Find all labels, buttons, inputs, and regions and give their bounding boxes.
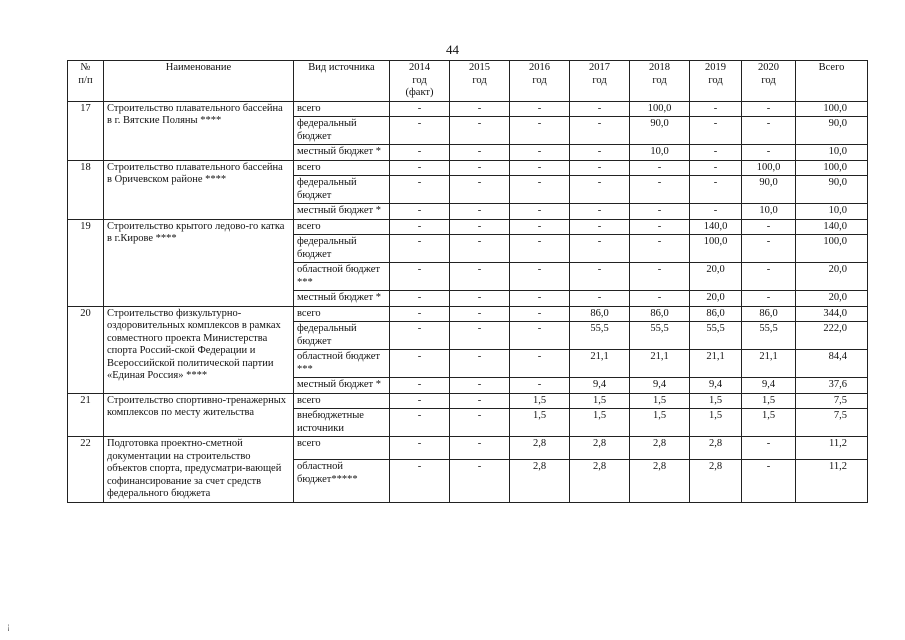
year-value-cell: 86,0 — [690, 306, 742, 322]
year-value-cell: - — [390, 306, 450, 322]
year-value-cell: - — [742, 145, 796, 161]
funding-source: местный бюджет * — [294, 145, 390, 161]
year-value-cell: 2,8 — [510, 460, 570, 502]
total-value-cell: 140,0 — [796, 219, 868, 235]
year-value-cell: 86,0 — [742, 306, 796, 322]
project-number: 19 — [68, 219, 104, 306]
funding-source: областной бюджет *** — [294, 263, 390, 291]
year-value-cell: 1,5 — [690, 393, 742, 409]
year-value-cell: - — [390, 322, 450, 350]
total-value-cell: 344,0 — [796, 306, 868, 322]
total-value-cell: 7,5 — [796, 393, 868, 409]
header-no: № п/п — [68, 61, 104, 102]
table-row — [68, 160, 868, 176]
year-value-cell: - — [570, 117, 630, 145]
year-value-cell: - — [690, 117, 742, 145]
year-value-cell: 100,0 — [630, 101, 690, 117]
year-value-cell: - — [390, 160, 450, 176]
header-year-2018: 2018 год — [630, 61, 690, 102]
header-name: Наименование — [104, 61, 294, 102]
year-value-cell: - — [630, 235, 690, 263]
project-name: Строительство плавательного бассейна в Оричевском районе **** — [104, 160, 294, 219]
project-number: 18 — [68, 160, 104, 219]
year-value-cell: 2,8 — [510, 437, 570, 460]
year-value-cell: - — [450, 101, 510, 117]
year-value-cell: - — [390, 101, 450, 117]
funding-source: внебюджетные источники — [294, 409, 390, 437]
header-year-2014: 2014 год (факт) — [390, 61, 450, 102]
year-value-cell: - — [390, 235, 450, 263]
total-value-cell: 10,0 — [796, 145, 868, 161]
year-value-cell: - — [690, 101, 742, 117]
project-name: Подготовка проектно-сметной документации на строительство объектов спорта, предусматри-вающей софинансирование за счет средств федерального бюджета — [104, 437, 294, 503]
year-value-cell: - — [630, 219, 690, 235]
year-value-cell: - — [450, 145, 510, 161]
year-value-cell: 2,8 — [690, 460, 742, 502]
year-value-cell: - — [690, 176, 742, 204]
year-value-cell: - — [390, 437, 450, 460]
year-value-cell: - — [630, 263, 690, 291]
year-value-cell: - — [570, 145, 630, 161]
year-value-cell: - — [630, 160, 690, 176]
funding-source: местный бюджет * — [294, 291, 390, 307]
total-value-cell: 37,6 — [796, 378, 868, 394]
budget-table — [67, 60, 868, 503]
year-value-cell: - — [742, 460, 796, 502]
year-value-cell: 1,5 — [510, 393, 570, 409]
year-value-cell: 1,5 — [630, 393, 690, 409]
year-value-cell: - — [570, 101, 630, 117]
funding-source: областной бюджет***** — [294, 460, 390, 502]
year-value-cell: 2,8 — [630, 437, 690, 460]
year-value-cell: - — [390, 378, 450, 394]
project-name: Строительство плавательного бассейна в г. Вятские Поляны **** — [104, 101, 294, 160]
year-value-cell: - — [510, 117, 570, 145]
year-value-cell: 55,5 — [690, 322, 742, 350]
year-value-cell: - — [450, 393, 510, 409]
year-value-cell: - — [450, 160, 510, 176]
year-value-cell: - — [390, 291, 450, 307]
funding-source: федеральный бюджет — [294, 117, 390, 145]
year-value-cell: 2,8 — [570, 437, 630, 460]
funding-source: всего — [294, 101, 390, 117]
year-value-cell: 21,1 — [742, 350, 796, 378]
year-value-cell: 2,8 — [570, 460, 630, 502]
year-value-cell: - — [450, 117, 510, 145]
year-value-cell: - — [570, 291, 630, 307]
page-number: 44 — [446, 42, 459, 57]
year-value-cell: - — [510, 350, 570, 378]
year-value-cell: - — [570, 263, 630, 291]
table-body — [68, 101, 868, 502]
year-value-cell: 20,0 — [690, 291, 742, 307]
header-year-2017: 2017 год — [570, 61, 630, 102]
year-value-cell: 2,8 — [630, 460, 690, 502]
year-value-cell: - — [570, 219, 630, 235]
year-value-cell: - — [390, 460, 450, 502]
year-value-cell: - — [390, 117, 450, 145]
year-value-cell: - — [450, 322, 510, 350]
year-value-cell: - — [450, 204, 510, 220]
year-value-cell: - — [390, 263, 450, 291]
year-value-cell: - — [390, 350, 450, 378]
table-header-row — [68, 61, 868, 102]
project-name: Строительство физкультурно-оздоровительных комплексов в рамках совместного проекта Министерства спорта Россий-ской Федерации и Всероссийской политической партии «Единая Россия» **** — [104, 306, 294, 393]
total-value-cell: 222,0 — [796, 322, 868, 350]
year-value-cell: - — [742, 263, 796, 291]
year-value-cell: - — [570, 160, 630, 176]
year-value-cell: - — [690, 160, 742, 176]
total-value-cell: 20,0 — [796, 263, 868, 291]
year-value-cell: - — [450, 219, 510, 235]
total-value-cell: 11,2 — [796, 437, 868, 460]
year-value-cell: - — [390, 393, 450, 409]
year-value-cell: - — [690, 204, 742, 220]
table-row — [68, 101, 868, 117]
year-value-cell: 10,0 — [630, 145, 690, 161]
year-value-cell: - — [510, 145, 570, 161]
year-value-cell: - — [510, 378, 570, 394]
project-number: 21 — [68, 393, 104, 437]
project-number: 22 — [68, 437, 104, 503]
year-value-cell: 1,5 — [742, 409, 796, 437]
year-value-cell: 86,0 — [630, 306, 690, 322]
year-value-cell: 21,1 — [570, 350, 630, 378]
table-row — [68, 437, 868, 460]
year-value-cell: 2,8 — [690, 437, 742, 460]
year-value-cell: - — [570, 204, 630, 220]
year-value-cell: - — [510, 204, 570, 220]
funding-source: федеральный бюджет — [294, 322, 390, 350]
total-value-cell: 7,5 — [796, 409, 868, 437]
year-value-cell: 9,4 — [690, 378, 742, 394]
year-value-cell: - — [390, 204, 450, 220]
funding-source: федеральный бюджет — [294, 176, 390, 204]
year-value-cell: 1,5 — [630, 409, 690, 437]
funding-source: всего — [294, 437, 390, 460]
funding-source: местный бюджет * — [294, 378, 390, 394]
year-value-cell: - — [450, 437, 510, 460]
year-value-cell: 55,5 — [630, 322, 690, 350]
year-value-cell: - — [742, 291, 796, 307]
year-value-cell: - — [450, 409, 510, 437]
total-value-cell: 11,2 — [796, 460, 868, 502]
year-value-cell: - — [742, 117, 796, 145]
year-value-cell: 1,5 — [742, 393, 796, 409]
year-value-cell: 9,4 — [742, 378, 796, 394]
total-value-cell: 100,0 — [796, 160, 868, 176]
year-value-cell: 9,4 — [570, 378, 630, 394]
year-value-cell: - — [450, 306, 510, 322]
year-value-cell: - — [450, 378, 510, 394]
year-value-cell: - — [630, 176, 690, 204]
total-value-cell: 90,0 — [796, 117, 868, 145]
year-value-cell: 21,1 — [630, 350, 690, 378]
year-value-cell: - — [570, 176, 630, 204]
year-value-cell: - — [570, 235, 630, 263]
year-value-cell: - — [510, 235, 570, 263]
funding-source: областной бюджет *** — [294, 350, 390, 378]
table-row — [68, 219, 868, 235]
year-value-cell: - — [510, 176, 570, 204]
funding-source: всего — [294, 219, 390, 235]
year-value-cell: 55,5 — [570, 322, 630, 350]
year-value-cell: - — [390, 409, 450, 437]
year-value-cell: - — [742, 219, 796, 235]
year-value-cell: - — [510, 101, 570, 117]
total-value-cell: 90,0 — [796, 176, 868, 204]
year-value-cell: - — [510, 219, 570, 235]
year-value-cell: - — [450, 460, 510, 502]
year-value-cell: - — [742, 101, 796, 117]
funding-source: федеральный бюджет — [294, 235, 390, 263]
header-year-2020: 2020 год — [742, 61, 796, 102]
header-year-2015: 2015 год — [450, 61, 510, 102]
year-value-cell: - — [742, 437, 796, 460]
year-value-cell: 86,0 — [570, 306, 630, 322]
project-number: 17 — [68, 101, 104, 160]
year-value-cell: 10,0 — [742, 204, 796, 220]
year-value-cell: 100,0 — [742, 160, 796, 176]
table-row — [68, 393, 868, 409]
total-value-cell: 20,0 — [796, 291, 868, 307]
year-value-cell: 90,0 — [742, 176, 796, 204]
year-value-cell: - — [450, 263, 510, 291]
year-value-cell: - — [510, 160, 570, 176]
table-row — [68, 306, 868, 322]
header-year-2019: 2019 год — [690, 61, 742, 102]
project-name: Строительство крытого ледово-го катка в г.Кирове **** — [104, 219, 294, 306]
funding-source: всего — [294, 160, 390, 176]
year-value-cell: - — [450, 350, 510, 378]
total-value-cell: 84,4 — [796, 350, 868, 378]
year-value-cell: - — [450, 235, 510, 263]
year-value-cell: - — [390, 176, 450, 204]
year-value-cell: - — [390, 145, 450, 161]
year-value-cell: - — [510, 291, 570, 307]
total-value-cell: 100,0 — [796, 101, 868, 117]
project-number: 20 — [68, 306, 104, 393]
year-value-cell: - — [510, 263, 570, 291]
year-value-cell: 9,4 — [630, 378, 690, 394]
funding-source: местный бюджет * — [294, 204, 390, 220]
total-value-cell: 100,0 — [796, 235, 868, 263]
year-value-cell: 1,5 — [510, 409, 570, 437]
year-value-cell: 20,0 — [690, 263, 742, 291]
year-value-cell: 90,0 — [630, 117, 690, 145]
year-value-cell: - — [742, 235, 796, 263]
year-value-cell: 1,5 — [690, 409, 742, 437]
year-value-cell: 100,0 — [690, 235, 742, 263]
year-value-cell: 21,1 — [690, 350, 742, 378]
project-name: Строительство спортивно-тренажерных комплексов по месту жительства — [104, 393, 294, 437]
total-value-cell: 10,0 — [796, 204, 868, 220]
year-value-cell: - — [450, 291, 510, 307]
header-total: Всего — [796, 61, 868, 102]
year-value-cell: 55,5 — [742, 322, 796, 350]
year-value-cell: - — [510, 306, 570, 322]
funding-source: всего — [294, 306, 390, 322]
header-source: Вид источника — [294, 61, 390, 102]
funding-source: всего — [294, 393, 390, 409]
margin-mark: ¡ — [7, 621, 10, 631]
year-value-cell: 140,0 — [690, 219, 742, 235]
header-year-2016: 2016 год — [510, 61, 570, 102]
year-value-cell: - — [510, 322, 570, 350]
year-value-cell: - — [630, 204, 690, 220]
year-value-cell: 1,5 — [570, 409, 630, 437]
year-value-cell: 1,5 — [570, 393, 630, 409]
year-value-cell: - — [390, 219, 450, 235]
year-value-cell: - — [450, 176, 510, 204]
year-value-cell: - — [690, 145, 742, 161]
year-value-cell: - — [630, 291, 690, 307]
